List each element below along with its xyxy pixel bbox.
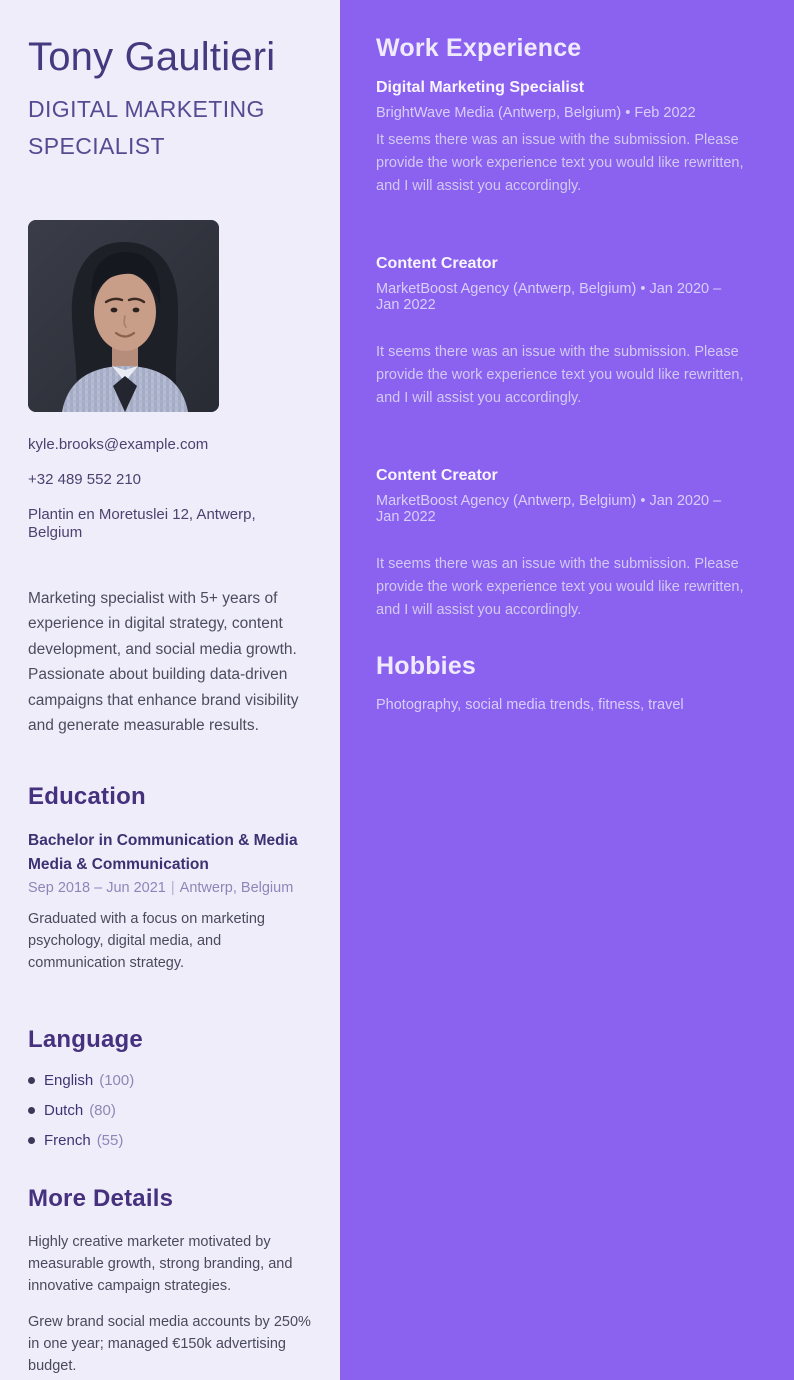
education-dates: Sep 2018 – Jun 2021 — [28, 879, 166, 896]
language-list — [28, 1072, 312, 1149]
more-details-paragraph: Highly creative marketer motivated by measurable growth, strong branding, and innovative campaign strategies. — [28, 1233, 293, 1294]
education-section — [28, 783, 312, 974]
more-details-heading: More Details — [28, 1184, 174, 1212]
job-description: It seems there was an issue with the submission. Please provide the work experience text you would like rewritten, and I will assist you accordingly. — [376, 556, 744, 618]
job-title: Digital Marketing Specialist — [376, 79, 585, 96]
job-company-dates: BrightWave Media (Antwerp, Belgium) • Feb 2022 — [376, 105, 696, 121]
work-experience-section — [376, 34, 744, 622]
language-level: (55) — [96, 1131, 124, 1149]
job-entry — [376, 79, 744, 198]
bullet-dot-icon — [28, 1137, 35, 1144]
job-entry — [376, 467, 744, 622]
education-school: Media & Communication — [28, 855, 209, 873]
language-section — [28, 1026, 312, 1149]
language-level: (80) — [89, 1101, 116, 1119]
language-item — [28, 1132, 312, 1149]
more-details-paragraph: Grew brand social media accounts by 250% in one year; managed €150k advertising budget. — [28, 1313, 311, 1374]
bullet-dot-icon — [28, 1107, 35, 1114]
language-heading: Language — [28, 1025, 143, 1053]
education-location: Antwerp, Belgium — [179, 879, 294, 896]
profile-summary: Marketing specialist with 5+ years of experience in digital strategy, content development, and social media growth. Passionate about building data-driven campaigns that enhance brand visibility and generate measurable results. — [28, 589, 299, 735]
person-name: Tony Gaultieri — [28, 35, 276, 79]
job-company-dates: MarketBoost Agency (Antwerp, Belgium) • Jan 2020 – Jan 2022 — [376, 493, 722, 525]
left-sidebar — [0, 0, 340, 1380]
job-title: Content Creator — [376, 467, 498, 484]
person-job-title: DIGITAL MARKETING SPECIALIST — [28, 96, 265, 160]
language-name: Dutch — [44, 1101, 84, 1119]
profile-photo — [28, 220, 219, 412]
job-description: It seems there was an issue with the submission. Please provide the work experience text you would like rewritten, and I will assist you accordingly. — [376, 344, 744, 406]
main-column — [340, 0, 794, 1380]
hobbies-section — [376, 652, 744, 713]
education-heading: Education — [28, 782, 146, 810]
more-details-section — [28, 1185, 312, 1377]
language-item — [28, 1102, 312, 1119]
language-name: English — [44, 1071, 94, 1089]
contact-email: kyle.brooks@example.com — [28, 435, 209, 453]
education-meta — [28, 880, 312, 896]
education-description: Graduated with a focus on marketing psychology, digital media, and communication strategy. — [28, 910, 265, 971]
contact-block — [28, 436, 312, 542]
job-entry — [376, 255, 744, 410]
hobbies-heading: Hobbies — [376, 652, 477, 680]
education-degree: Bachelor in Communication & Media — [28, 831, 298, 849]
profile-photo-illustration — [28, 220, 219, 412]
contact-address: Plantin en Moretuslei 12, Antwerp, Belgium — [28, 505, 256, 541]
hobbies-text: Photography, social media trends, fitness, travel — [376, 697, 684, 713]
bullet-dot-icon — [28, 1077, 35, 1084]
language-item — [28, 1072, 312, 1089]
education-separator: | — [170, 879, 175, 896]
language-level: (100) — [99, 1071, 135, 1089]
contact-phone: +32 489 552 210 — [28, 470, 142, 488]
job-company-dates: MarketBoost Agency (Antwerp, Belgium) • Jan 2020 – Jan 2022 — [376, 281, 722, 313]
job-title: Content Creator — [376, 255, 498, 272]
work-experience-heading: Work Experience — [376, 34, 582, 62]
language-name: French — [44, 1131, 91, 1149]
job-description: It seems there was an issue with the submission. Please provide the work experience text you would like rewritten, and I will assist you accordingly. — [376, 132, 744, 194]
